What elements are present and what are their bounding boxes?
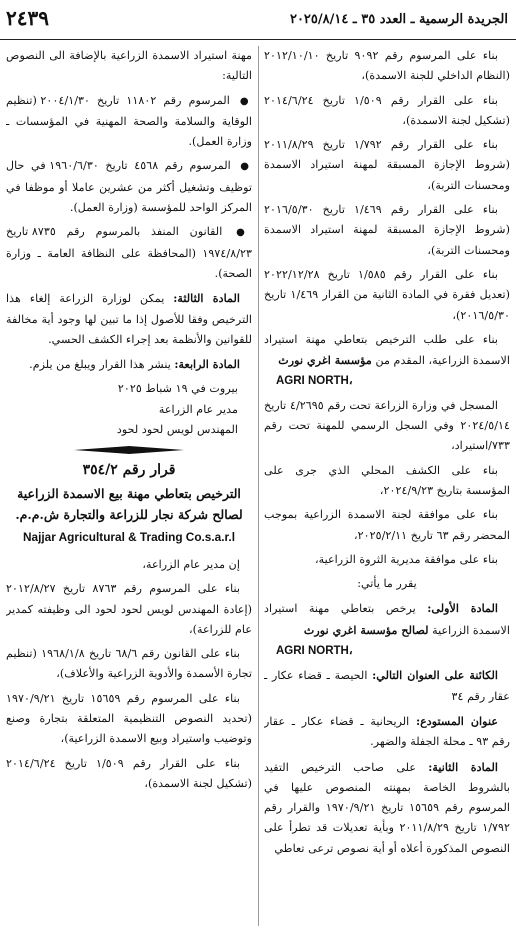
bullet-2 xyxy=(6,156,252,218)
bullet-2-text: المرسوم رقم ٤٥٦٨ تاريخ ١٩٦٠/٦/٣٠ في حال توظيف وتشغيل أكثر من عشرين عاملا أو موظفا في المركز الواحد للمؤسسة (وزارة العمل). xyxy=(6,159,252,215)
recital-6-text: بناء على طلب الترخيص بتعاطي مهنة استيراد الاسمدة الزراعية، المقدم من xyxy=(264,332,510,368)
article-4-text: ينشر هذا القرار ويبلغ من يلزم. xyxy=(29,358,171,372)
address-main xyxy=(264,665,510,707)
page-number: ٢٤٣٩ xyxy=(6,6,49,30)
bullet-1-text: المرسوم رقم ١١٨٠٢ تاريخ ٢٠٠٤/١/٣٠ (تنظيم الوقاية والسلامة والصحة المهنية في المؤسسات ـ وزارة العمل). xyxy=(6,93,252,149)
decision-subject-2: لصالح شركة نجار للزراعة والتجارة ش.م.م. xyxy=(15,506,243,522)
gazette-title: الجريدة الرسمية ـ العدد ٣٥ ـ ٢٠٢٥/٨/١٤ xyxy=(289,12,508,27)
decision-subject-1: الترخيص بتعاطي مهنة بيع الاسمدة الزراعية xyxy=(17,485,241,501)
decision-title: قرار رقم ٣٥٤/٢ xyxy=(82,462,176,479)
bullet-1 xyxy=(6,91,252,153)
section-separator xyxy=(74,446,184,454)
signature-place-date: بيروت في ١٩ شباط ٢٠٢٥ xyxy=(117,382,238,396)
article-1-company-latin: AGRI NORTH، xyxy=(276,645,353,658)
article-3 xyxy=(6,288,252,350)
company-name-latin: AGRI NORTH، xyxy=(276,375,353,388)
article-2-label: المادة الثانية: xyxy=(428,759,498,774)
bullet-dot-icon: ● xyxy=(239,95,252,107)
recital-5: بناء على القرار رقم ١/٥٨٥ تاريخ ٢٠٢٢/١٢/٢٨ (تعديل فقرة في المادة الثانية من القرار ١/٤٦٩ تاريخ ٢٠١٦/٥/٣٠)، xyxy=(264,267,510,322)
recital-2: بناء على القرار رقم ١/٥٠٩ تاريخ ٢٠١٤/٦/٢٤ (تشكيل لجنة الاسمدة)، xyxy=(264,93,510,127)
article-1-company: لصالح مؤسسة اغري نورث xyxy=(303,622,429,637)
decision-recital-4: بناء على القرار رقم ١/٥٠٩ تاريخ ٢٠١٤/٦/٢٤ (تشكيل لجنة الاسمدة)، xyxy=(6,756,252,790)
recital-10: بناء على موافقة مديرية الثروة الزراعية، xyxy=(315,552,498,566)
bullet-dot-icon: ● xyxy=(236,227,252,239)
address-warehouse xyxy=(264,711,510,753)
address-warehouse-text: الريحانية ـ قضاء عكار ـ عقار رقم ٩٣ ـ محلة الجفلة والضهر. xyxy=(264,714,510,749)
recital-7: المسجل في وزارة الزراعة تحت رقم ٤/٢٦٩٥ تاريخ ٢٠٢٤/٥/١٤ وفي السجل الرسمي للمهنة تحت رقم ٧٣٣/استيراد، xyxy=(264,398,510,453)
article-4-label: المادة الرابعة: xyxy=(174,357,240,372)
article-1-label: المادة الأولى: xyxy=(427,601,499,616)
article-4 xyxy=(6,354,252,375)
bullet-3 xyxy=(6,222,252,284)
bullet-dot-icon: ● xyxy=(240,161,252,173)
decision-recital-1: بناء على المرسوم رقم ٨٧٦٣ تاريخ ٢٠١٢/٨/٢٧ (إعادة المهندس لويس لحود لحود الى وظيفته كمدير عام للزراعة)، xyxy=(6,582,252,636)
article-2-continuation: مهنة استيراد الاسمدة الزراعية بالإضافة الى النصوص التالية: xyxy=(6,49,252,83)
decides-heading: يقرر ما يأتي: xyxy=(357,577,417,591)
article-3-label: المادة الثالثة: xyxy=(173,291,240,306)
page-header xyxy=(0,0,516,40)
article-2 xyxy=(264,757,510,859)
bullet-3-text: القانون المنفذ بالمرسوم رقم ٨٧٣٥ تاريخ ١٩٧٤/٨/٢٣ (المحافظة على النظافة العامة ـ وزارة الصحة). xyxy=(6,225,252,280)
recital-9: بناء على موافقة لجنة الاسمدة الزراعية بموجب المحضر رقم ٦٣ تاريخ ٢٠٢٥/٢/١١، xyxy=(264,508,510,542)
company-name-ar: مؤسسة اغري نورث xyxy=(278,353,372,368)
address-main-text: الحيصة ـ قضاء عكار ـ عقار رقم ٣٤ xyxy=(264,669,510,703)
article-1-text: يرخص بتعاطي مهنة استيراد الاسمدة الزراعية xyxy=(264,602,510,637)
right-column xyxy=(264,46,510,926)
signature-name: المهندس لويس لحود لحود xyxy=(116,423,238,437)
decision-preamble: إن مدير عام الزراعة، xyxy=(142,557,240,571)
signature-role: مدير عام الزراعة xyxy=(158,402,238,416)
article-1 xyxy=(264,598,510,661)
recital-8: بناء على الكشف المحلي الذي جرى على المؤسسة بتاريخ ٢٠٢٤/٩/٢٣، xyxy=(264,463,510,497)
article-2-text: على صاحب الترخيص التقيد بالشروط الخاصة بمهنته المنصوص عليها في المرسوم رقم ١٥٦٥٩ تاريخ ١٩٧٠/٩/٢١ والقرار رقم ١/٧٩٢ تاريخ ٢٠١١/٨/٢٩ وبأية تعديلات قد تطرأ على النصوص المذكورة أعلاه أو أية نصوص ترعى تعاطي xyxy=(264,760,510,855)
left-column xyxy=(6,46,252,926)
article-3-text: يمكن لوزارة الزراعة إلغاء هذا الترخيص وفقا للأصول إذا ما تبين لها وجود أية مخالفة للقوانين والأنظمة بعد إجراء الكشف الحسي. xyxy=(6,292,252,346)
decision-company-latin: Najjar Agricultural & Trading Co.s.a.r.l xyxy=(23,529,235,544)
recital-1: بناء على المرسوم رقم ٩٠٩٢ تاريخ ٢٠١٢/١٠/١٠ (النظام الداخلي للجنة الاسمدة)، xyxy=(264,49,510,83)
address-main-label: الكائنة على العنوان التالي: xyxy=(372,668,498,683)
address-warehouse-label: عنوان المستودع: xyxy=(415,713,498,728)
recital-3: بناء على القرار رقم ١/٧٩٢ تاريخ ٢٠١١/٨/٢٩ (شروط الإجازة المسبقة لمهنة استيراد الاسمدة ومحسنات التربة)، xyxy=(264,138,510,192)
recital-6 xyxy=(264,330,510,392)
recital-4: بناء على القرار رقم ١/٤٦٩ تاريخ ٢٠١٦/٥/٣٠ (شروط الإجازة المسبقة لمهنة استيراد الاسمدة ومحسنات التربة)، xyxy=(264,203,510,257)
decision-recital-3: بناء على المرسوم رقم ١٥٦٥٩ تاريخ ١٩٧٠/٩/٢١ (تحديد النصوص التنظيمية المتعلقة بتجارة وصنع وتوضيب واستيراد وبيع الاسمدة الزراعية)، xyxy=(6,691,252,746)
decision-recital-2: بناء على القانون رقم ٦٨/٦ تاريخ ١٩٦٨/١/٨ (تنظيم تجارة الأسمدة والأدوية الزراعية والأعلاف)، xyxy=(6,647,252,681)
column-divider xyxy=(258,46,259,926)
